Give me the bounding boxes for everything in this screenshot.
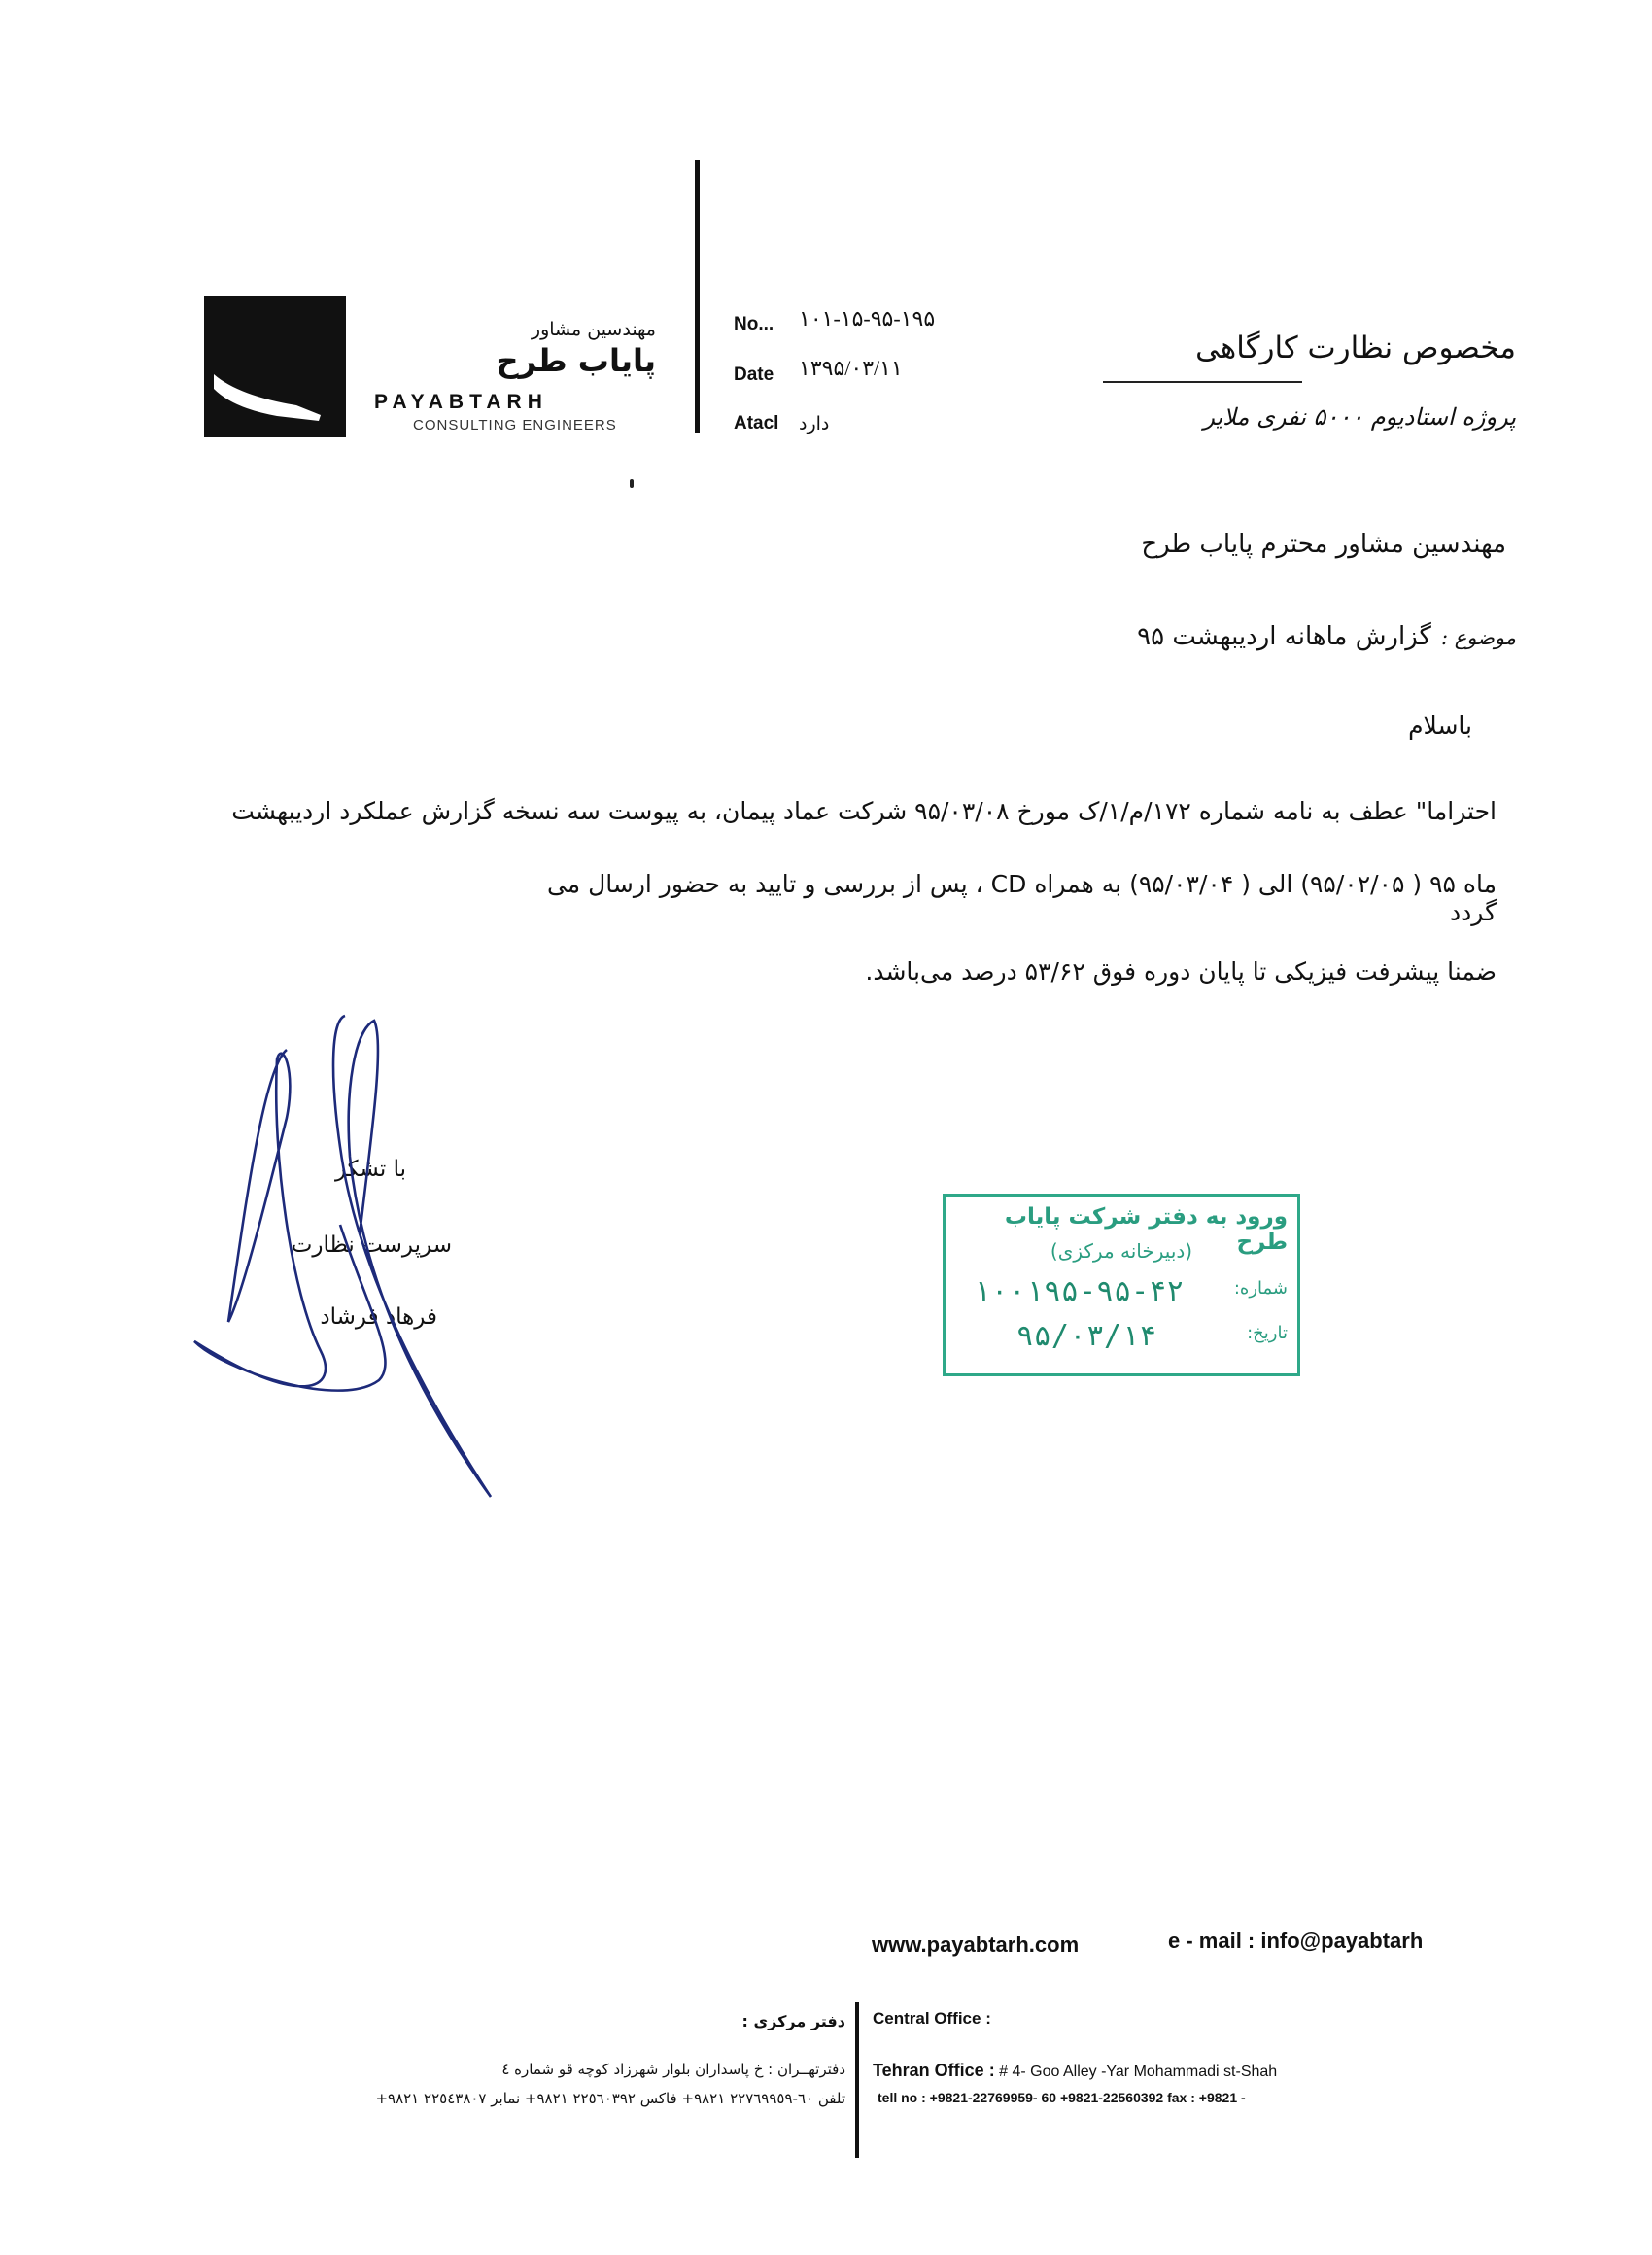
tehran-office-address: # 4- Goo Alley -Yar Mohammadi st-Shah bbox=[999, 2064, 1278, 2080]
attachment-label: Atacl bbox=[734, 413, 779, 434]
greeting: باسلام bbox=[1408, 711, 1472, 740]
stamp-date-label: تاریخ: bbox=[1247, 1323, 1288, 1343]
subject-text: گزارش ماهانه اردیبهشت ۹۵ bbox=[1137, 622, 1431, 651]
company-en-subtitle: CONSULTING ENGINEERS bbox=[413, 417, 617, 434]
phone-numbers-fa: تلفن ٦٠-٢٢٧٦٩٩٥٩ ٩٨٢١+ فاکس ٢٢٥٦٠٣٩٢ ٩٨٢١+ نمابر ٢٢٥٤٣٨٠٧ ٩٨٢١+ bbox=[375, 2090, 845, 2107]
company-fa-name: پایاب طرح bbox=[496, 342, 656, 379]
stamp-date: ۹۵/۰۳/۱۴ bbox=[1015, 1319, 1157, 1353]
website-link[interactable]: www.payabtarh.com bbox=[872, 1932, 1080, 1957]
email-link[interactable]: e - mail : info@payabtarh bbox=[1168, 1928, 1424, 1953]
stamp-number-label: شماره: bbox=[1233, 1278, 1288, 1299]
company-en-name: PAYABTARH bbox=[374, 391, 548, 413]
number-label: No... bbox=[734, 314, 774, 334]
closing-thanks: با تشکر bbox=[334, 1157, 406, 1182]
signer-title: سرپرست نظارت bbox=[291, 1232, 452, 1258]
phone-numbers-en: tell no : +9821-22769959- 60 +9821-22560392 fax : +9821 - bbox=[878, 2090, 1246, 2105]
company-fa-subtitle: مهندسین مشاور bbox=[531, 319, 656, 340]
footer-divider bbox=[855, 2002, 859, 2158]
tehran-address-en bbox=[873, 2061, 1277, 2081]
subject-line bbox=[777, 622, 1516, 651]
date-label: Date bbox=[734, 364, 774, 385]
letter-number: ۱۰۱-۱۵-۹۵-۱۹۵ bbox=[799, 306, 936, 330]
body-paragraph-3: ضمنا پیشرفت فیزیکی تا پایان دوره فوق ۵۳/۶۲ درصد می‌باشد. bbox=[865, 957, 1497, 986]
tehran-address-fa: دفترتهــران : خ پاسداران بلوار شهرزاد کوچه قو شماره ٤ bbox=[501, 2061, 845, 2078]
central-office-en: Central Office : bbox=[873, 2009, 991, 2028]
attachment-value: دارد bbox=[799, 413, 830, 434]
tehran-office-label: Tehran Office : bbox=[873, 2061, 995, 2080]
central-office-fa: دفتر مرکزی : bbox=[741, 2012, 845, 2030]
handwritten-signature bbox=[185, 1001, 505, 1507]
signer-name: فرهاد فرشاد bbox=[320, 1304, 437, 1330]
confidential-heading: مخصوص نظارت کارگاهی bbox=[1195, 330, 1516, 365]
project-name: پروژه استادیوم ۵۰۰۰ نفری ملایر bbox=[1203, 403, 1516, 431]
logo-mark-icon bbox=[204, 296, 346, 437]
header-divider bbox=[695, 160, 700, 433]
letter-date: ۱۳۹۵/۰۳/۱۱ bbox=[799, 356, 903, 380]
body-paragraph-1: احتراما" عطف به نامه شماره ۱۷۲/م/۱/ک مورخ ۹۵/۰۳/۰۸ شرکت عماد پیمان، به پیوست سه نسخه گزارش عملکرد اردیبهشت bbox=[231, 797, 1497, 825]
receipt-stamp bbox=[943, 1194, 1300, 1376]
stamp-subtitle: (دبیرخانه مرکزی) bbox=[1050, 1239, 1193, 1263]
subject-label: موضوع : bbox=[1440, 626, 1516, 649]
stamp-number: ۱۰۰۱۹۵-۹۵-۴۲ bbox=[973, 1274, 1185, 1308]
body-paragraph-2: ماه ۹۵ ( ۹۵/۰۲/۰۵) الی ( ۹۵/۰۳/۰۴) به همراه CD ، پس از بررسی و تایید به حضور ارسال می گردد bbox=[546, 870, 1497, 926]
company-logo bbox=[204, 296, 346, 437]
ink-mark bbox=[630, 479, 634, 488]
stamp-title: ورود به دفتر شرکت پایاب طرح bbox=[1004, 1204, 1288, 1255]
heading-underline bbox=[1103, 381, 1302, 383]
addressee: مهندسین مشاور محترم پایاب طرح bbox=[1141, 530, 1506, 559]
